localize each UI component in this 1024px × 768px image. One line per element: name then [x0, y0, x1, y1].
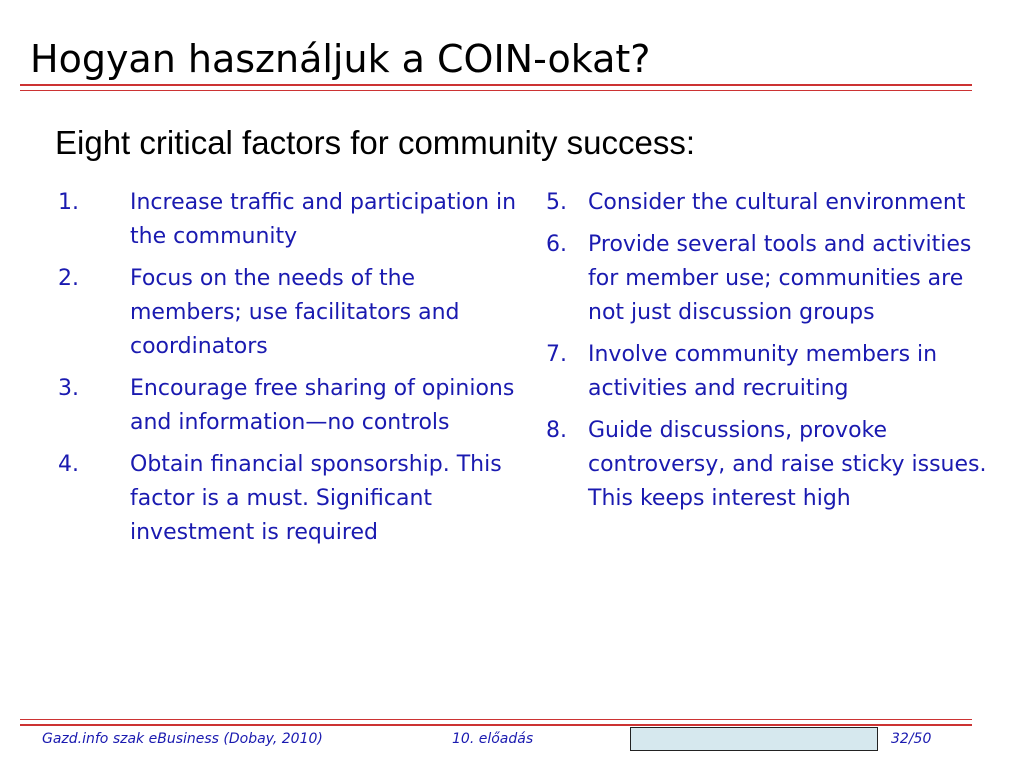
footer-source: Gazd.info szak eBusiness (Dobay, 2010) — [42, 731, 323, 747]
list-item — [58, 372, 528, 440]
factor-list-right — [546, 186, 996, 524]
list-item-text: Focus on the needs of the members; use facilitators and coordinators — [130, 266, 460, 359]
list-item — [546, 228, 996, 330]
list-item-text: Obtain financial sponsorship. This factor is a must. Significant investment is required — [130, 452, 502, 545]
title-divider-top — [20, 84, 972, 86]
list-item — [546, 338, 996, 406]
footer-divider-top — [20, 719, 972, 720]
list-item — [546, 414, 996, 516]
list-item-number: 7. — [546, 342, 567, 367]
list-item-text: Guide discussions, provoke controversy, and raise sticky issues. This keeps interest high — [588, 418, 987, 511]
list-item-number: 8. — [546, 418, 567, 443]
title-divider-bottom — [20, 90, 972, 91]
list-item-number: 2. — [58, 266, 79, 291]
list-item-number: 3. — [58, 376, 79, 401]
list-item-text: Consider the cultural environment — [588, 190, 966, 215]
list-item-text: Provide several tools and activities for member use; communities are not just discussion groups — [588, 232, 972, 325]
list-item — [58, 262, 528, 364]
list-item — [58, 448, 528, 550]
list-item-number: 5. — [546, 190, 567, 215]
list-item-text: Encourage free sharing of opinions and information—no controls — [130, 376, 515, 435]
factor-list-left — [58, 186, 528, 558]
footer-lecture: 10. előadás — [452, 731, 534, 747]
list-item-text: Involve community members in activities and recruiting — [588, 342, 938, 401]
list-item-number: 6. — [546, 232, 567, 257]
footer-divider-bottom — [20, 724, 972, 726]
list-item-number: 1. — [58, 190, 79, 215]
footer-placeholder-box — [630, 727, 878, 751]
list-item-number: 4. — [58, 452, 79, 477]
page-number: 32/50 — [891, 731, 932, 747]
list-item-text: Increase traffic and participation in the community — [130, 190, 517, 249]
slide-subtitle: Eight critical factors for community success: — [55, 124, 696, 161]
list-item — [58, 186, 528, 254]
slide-title: Hogyan használjuk a COIN-okat? — [30, 37, 651, 81]
list-item — [546, 186, 996, 220]
